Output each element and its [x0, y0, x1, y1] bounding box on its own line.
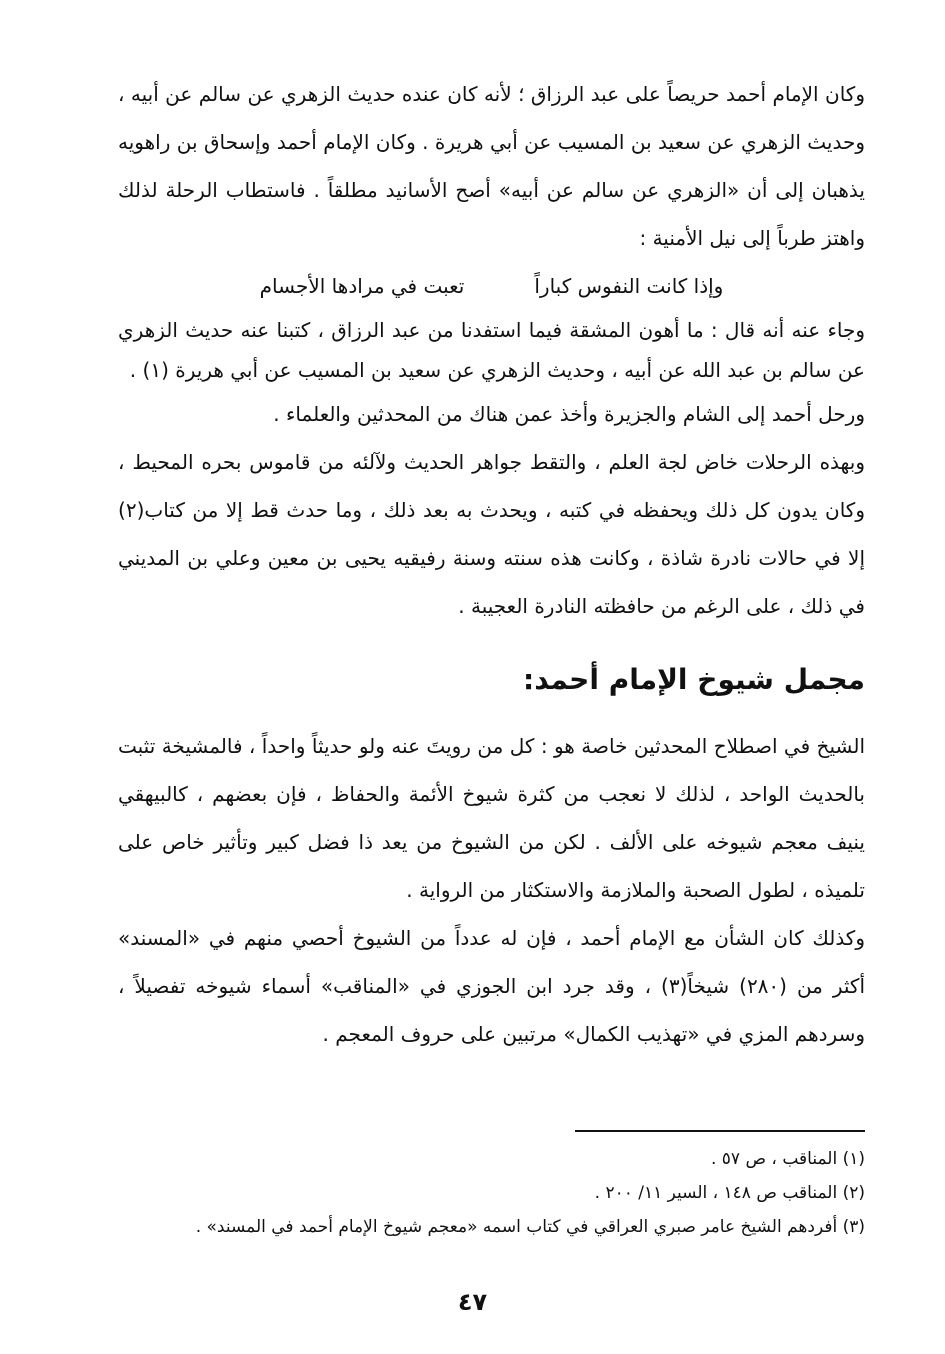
page-number: ٤٧	[457, 1288, 488, 1316]
main-text	[118, 70, 865, 1058]
footnote-1: (١) المناقب ، ص ٥٧ .	[710, 1149, 865, 1169]
poem-hemistich-left: تعبت في مرادها الأجسام	[259, 274, 465, 298]
paragraph-1: وكان الإمام أحمد حريصاً على عبد الرزاق ؛ لأنه كان عنده حديث الزهري عن سالم عن أبيه ، وحديث الزهري عن سعيد بن المسيب عن أبي هريرة . وكان الإمام أحمد وإسحاق بن راهويه يذهبان إلى أن «الزهري عن سالم عن أبيه» أصح الأسانيد مطلقاً . فاستطاب الرحلة لذلك واهتز طرباً إلى نيل الأمنية :	[118, 82, 865, 250]
paragraph-2: وجاء عنه أنه قال : ما أهون المشقة فيما استفدنا من عبد الرزاق ، كتبنا عنه حديث الزهري عن سالم بن عبد الله عن أبيه ، وحديث الزهري عن سعيد بن المسيب عن أبي هريرة (١) .	[118, 318, 865, 382]
paragraph-6: وكذلك كان الشأن مع الإمام أحمد ، فإن له عدداً من الشيوخ أحصي منهم في «المسند» أكثر من (٢٨٠) شيخاً(٣) ، وقد جرد ابن الجوزي في «المناقب» أسماء شيوخه تفصيلاً ، وسردهم المزي في «تهذيب الكمال» مرتبين على حروف المعجم .	[118, 926, 866, 1046]
footnote-3: (٣) أفردهم الشيخ عامر صبري العراقي في كتاب اسمه «معجم شيوخ الإمام أحمد في المسند» .	[195, 1217, 865, 1237]
paragraph-5: الشيخ في اصطلاح المحدثين خاصة هو : كل من رويتَ عنه ولو حديثاً واحداً ، فالمشيخة تثبت بالحديث الواحد ، لذلك لا نعجب من كثرة شيوخ الأئمة والحفاظ ، فإن بعضهم ، كالبيهقي ينيف معجم شيوخه على الألف . لكن من الشيوخ من يعد ذا فضل كبير وتأثير خاص على تلميذه ، لطول الصحبة والملازمة والاستكثار من الرواية .	[118, 734, 865, 902]
footnote-divider	[575, 1130, 865, 1132]
section-heading: مجمل شيوخ الإمام أحمد:	[523, 663, 865, 696]
paragraph-4: وبهذه الرحلات خاض لجة العلم ، والتقط جواهر الحديث ولآلئه من قاموس بحره المحيط ، وكان يدون كل ذلك ويحفظه في كتبه ، ويحدث به بعد ذلك ، وما حدث قط إلا من كتاب(٢) إلا في حالات نادرة شاذة ، وكانت هذه سنته وسنة رفيقيه يحيى بن معين وعلي بن المديني في ذلك ، على الرغم من حافظته النادرة العجيبة .	[118, 450, 865, 618]
poem-verse	[118, 262, 865, 310]
footnotes	[118, 1142, 865, 1244]
poem-hemistich-right: وإذا كانت النفوس كباراً	[534, 274, 724, 298]
paragraph-3: ورحل أحمد إلى الشام والجزيرة وأخذ عمن هناك من المحدثين والعلماء .	[273, 402, 865, 426]
footnote-2: (٢) المناقب ص ١٤٨ ، السير ١١/ ٢٠٠ .	[594, 1183, 865, 1203]
